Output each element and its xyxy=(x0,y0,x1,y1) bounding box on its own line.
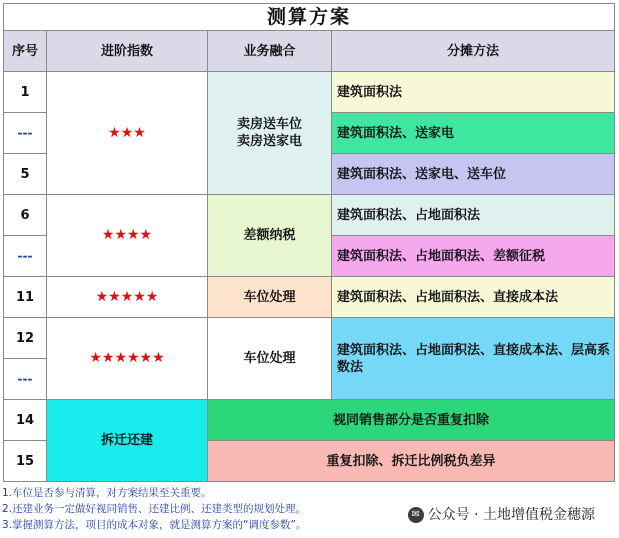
row-number: --- xyxy=(3,113,47,154)
header-advance-level: 进阶指数 xyxy=(47,31,208,72)
footnote: 3.掌握测算方法，项目的成本对象，就是测算方案的“调度参数”。 xyxy=(2,519,307,531)
watermark-text: 公众号 · 土地增值税金穗源 xyxy=(427,507,595,523)
business-integration: 车位处理 xyxy=(208,277,332,318)
row-number: 15 xyxy=(3,441,47,482)
business-integration: 差额纳税 xyxy=(208,195,332,277)
allocation-method: 建筑面积法、送家电、送车位 xyxy=(332,154,615,195)
row-number: 6 xyxy=(3,195,47,236)
wechat-icon: ✉ xyxy=(408,507,424,523)
row-number: 12 xyxy=(3,318,47,359)
allocation-method: 建筑面积法 xyxy=(332,72,615,113)
header-business-integration: 业务融合 xyxy=(208,31,332,72)
row-number: 5 xyxy=(3,154,47,195)
merged-method: 重复扣除、拆迁比例税负差异 xyxy=(208,441,615,482)
allocation-method: 建筑面积法、占地面积法、直接成本法、层高系数法 xyxy=(332,318,615,400)
advance-level-stars: ★★★★★★ xyxy=(47,318,208,400)
advance-level-stars: ★★★★★ xyxy=(47,277,208,318)
business-integration: 车位处理 xyxy=(208,318,332,400)
wechat-watermark xyxy=(404,504,599,524)
business-integration: 卖房送车位 卖房送家电 xyxy=(208,72,332,195)
row-number: 1 xyxy=(3,72,47,113)
allocation-method: 建筑面积法、占地面积法、差额征税 xyxy=(332,236,615,277)
footnote: 2.还建业务一定做好视同销售、还建比例、还建类型的规划处理。 xyxy=(2,503,307,515)
business-integration: 拆迁还建 xyxy=(47,400,208,482)
row-number: --- xyxy=(3,359,47,400)
merged-method: 视同销售部分是否重复扣除 xyxy=(208,400,615,441)
allocation-method: 建筑面积法、送家电 xyxy=(332,113,615,154)
row-number: 11 xyxy=(3,277,47,318)
advance-level-stars: ★★★ xyxy=(47,72,208,195)
header-allocation-method: 分摊方法 xyxy=(332,31,615,72)
table-title: 测算方案 xyxy=(3,3,615,31)
header-index: 序号 xyxy=(3,31,47,72)
row-number: 14 xyxy=(3,400,47,441)
row-number: --- xyxy=(3,236,47,277)
advance-level-stars: ★★★★ xyxy=(47,195,208,277)
allocation-method: 建筑面积法、占地面积法、直接成本法 xyxy=(332,277,615,318)
footnote: 1.车位是否参与清算，对方案结果至关重要。 xyxy=(2,487,212,499)
allocation-method: 建筑面积法、占地面积法 xyxy=(332,195,615,236)
